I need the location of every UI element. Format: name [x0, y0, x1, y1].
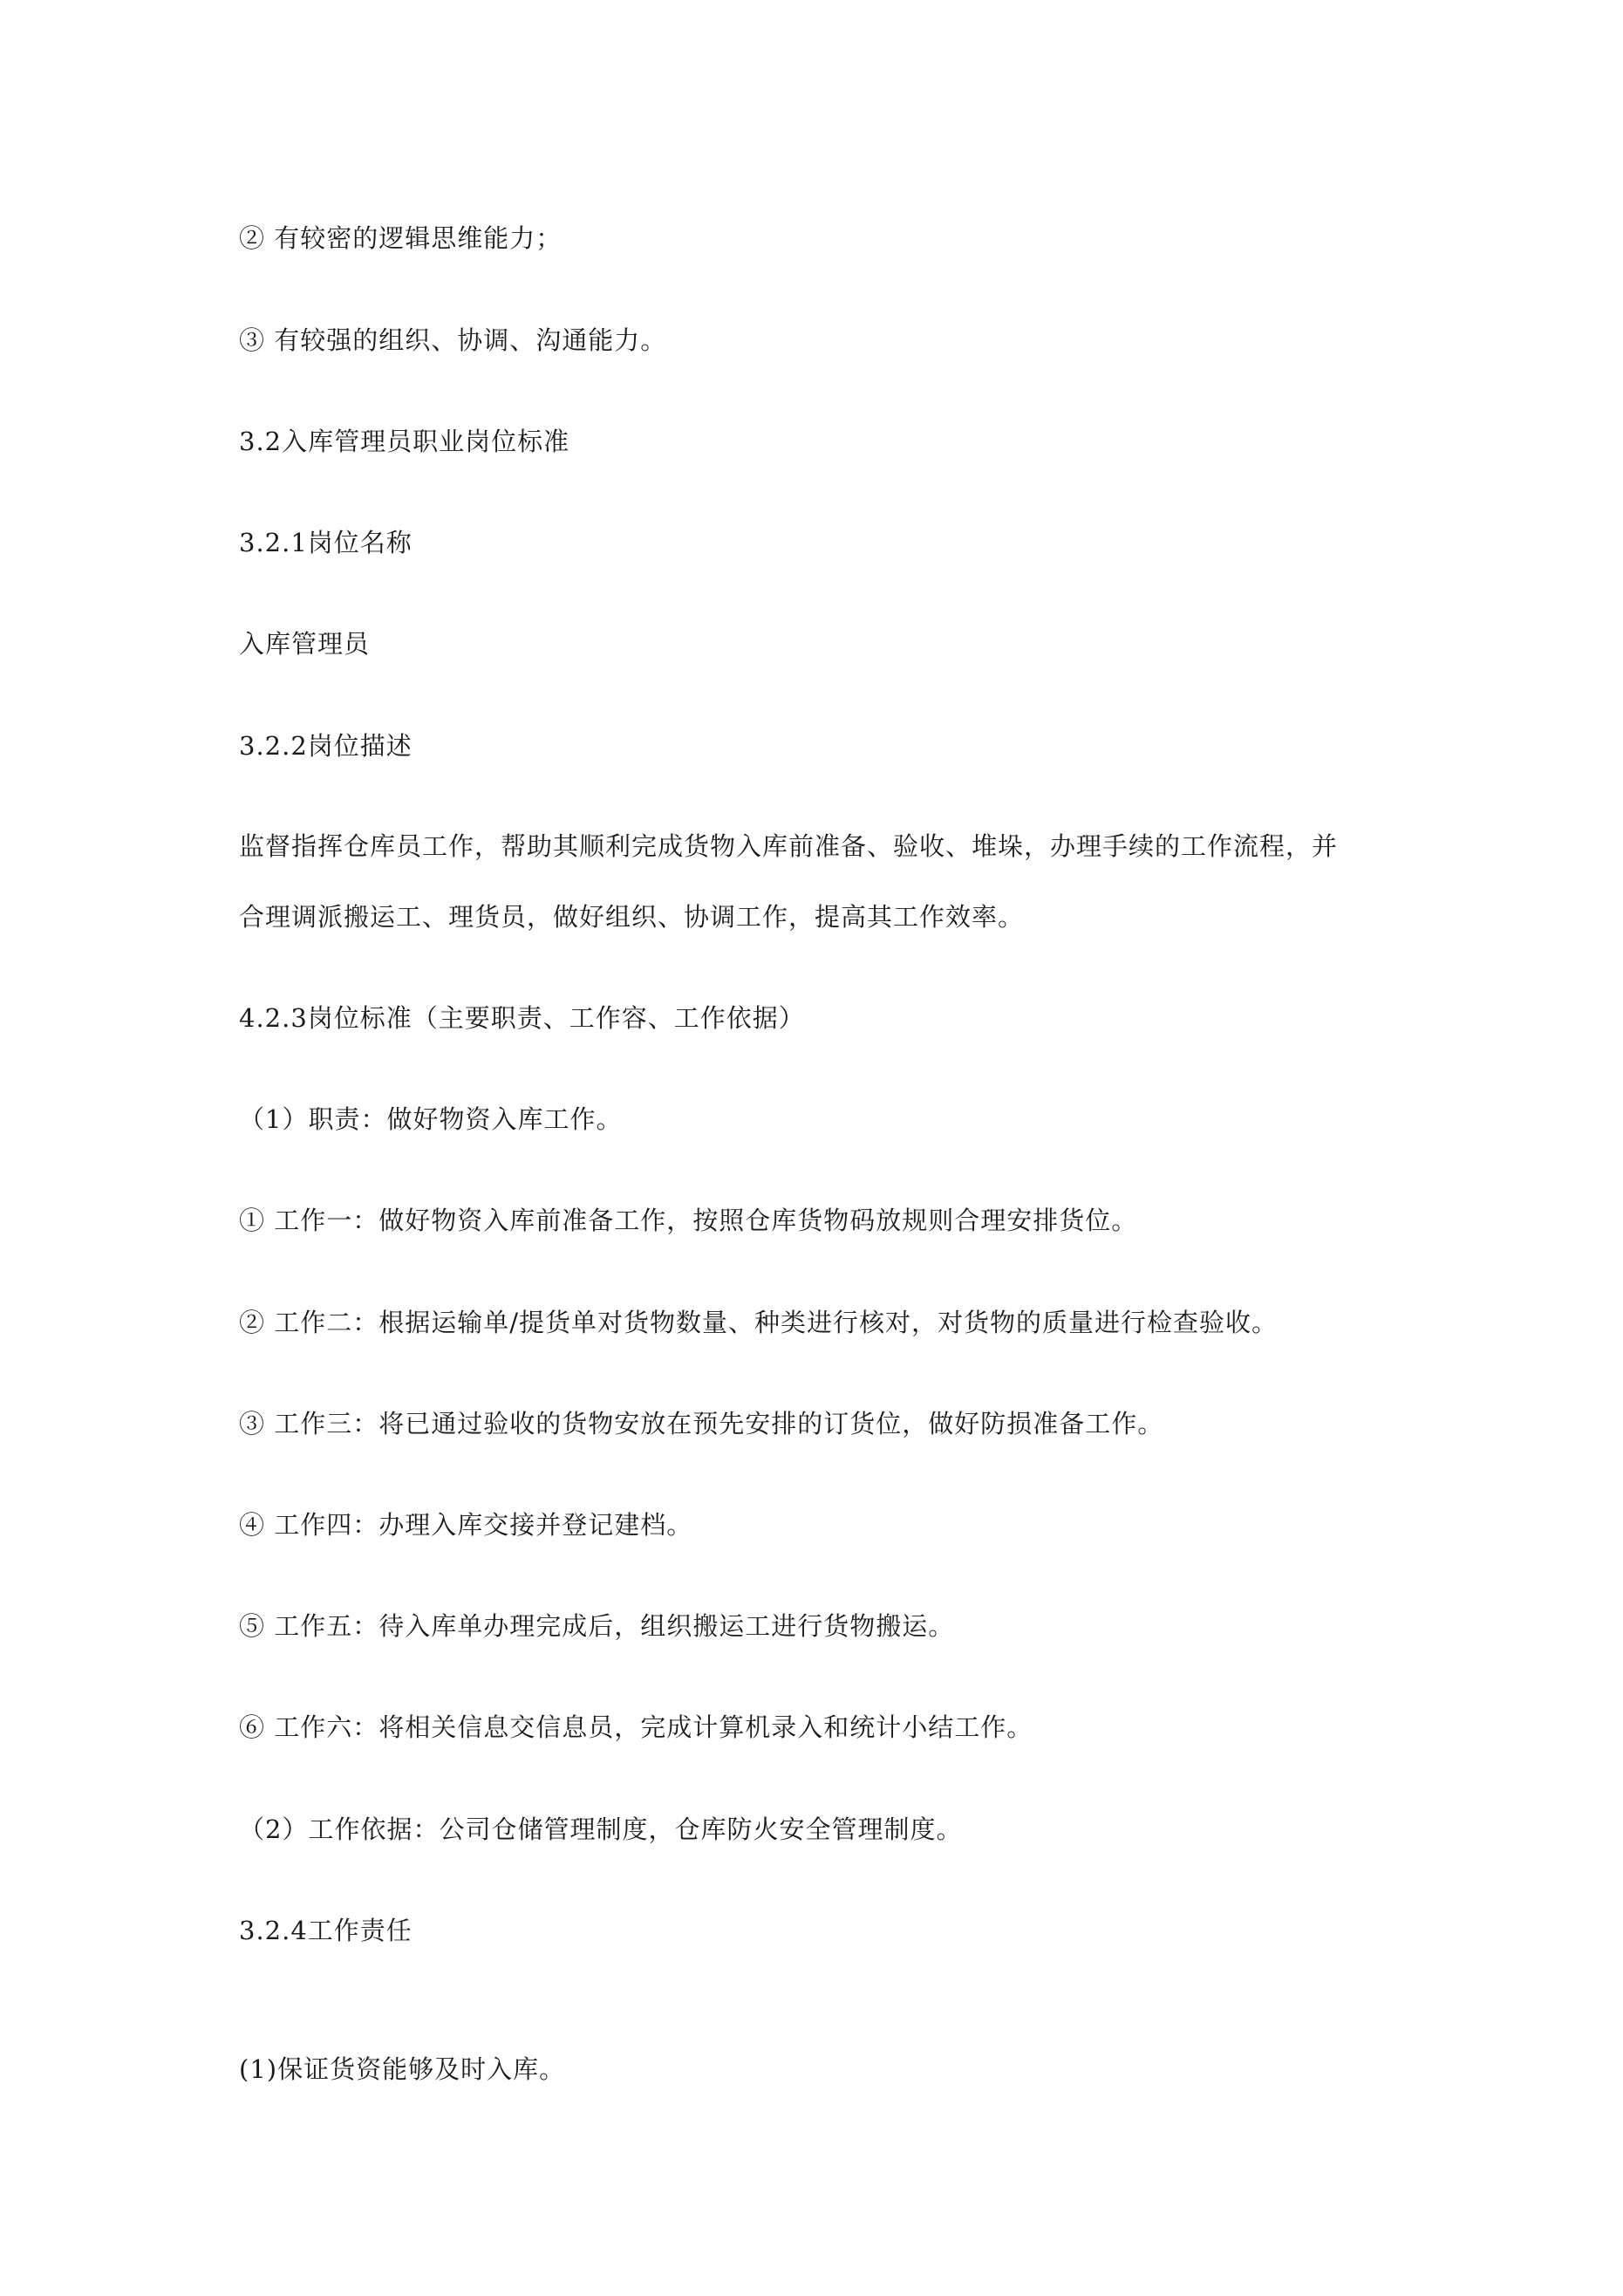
requirement-item-3: ③ 有较强的组织、协调、沟通能力。: [239, 325, 667, 355]
task-item-2: ② 工作二：根据运输单/提货单对货物数量、种类进行核对，对货物的质量进行检查验收。: [239, 1308, 1278, 1337]
position-description-line-1: 监督指挥仓库员工作，帮助其顺利完成货物入库前准备、验收、堆垛，办理手续的工作流程，并: [239, 831, 1339, 861]
subsection-heading-3-2-1: 3.2.1岗位名称: [239, 528, 413, 557]
task-item-4: ④ 工作四：办理入库交接并登记建档。: [239, 1510, 693, 1540]
subsection-heading-3-2-4: 3.2.4工作责任: [239, 1916, 413, 1945]
subsection-heading-3-2-2: 3.2.2岗位描述: [239, 731, 413, 761]
task-item-5: ⑤ 工作五：待入库单办理完成后，组织搬运工进行货物搬运。: [239, 1611, 955, 1641]
position-description-line-2: 合理调派搬运工、理货员，做好组织、协调工作，提高其工作效率。: [239, 902, 1025, 932]
task-item-3: ③ 工作三：将已通过验收的货物安放在预先安排的订货位，做好防损准备工作。: [239, 1409, 1164, 1438]
duty-heading: （1）职责：做好物资入库工作。: [239, 1104, 623, 1134]
work-basis: （2）工作依据：公司仓储管理制度，仓库防火安全管理制度。: [239, 1814, 963, 1844]
section-heading-3-2: 3.2入库管理员职业岗位标准: [239, 427, 570, 456]
subsection-heading-4-2-3: 4.2.3岗位标准（主要职责、工作容、工作依据）: [239, 1003, 805, 1033]
position-name: 入库管理员: [239, 629, 371, 659]
task-item-1: ① 工作一：做好物资入库前准备工作，按照仓库货物码放规则合理安排货位。: [239, 1206, 1138, 1235]
responsibility-item-1: (1)保证货资能够及时入库。: [239, 2054, 566, 2084]
requirement-item-2: ② 有较密的逻辑思维能力；: [239, 223, 563, 253]
task-item-6: ⑥ 工作六：将相关信息交信息员，完成计算机录入和统计小结工作。: [239, 1712, 1033, 1742]
